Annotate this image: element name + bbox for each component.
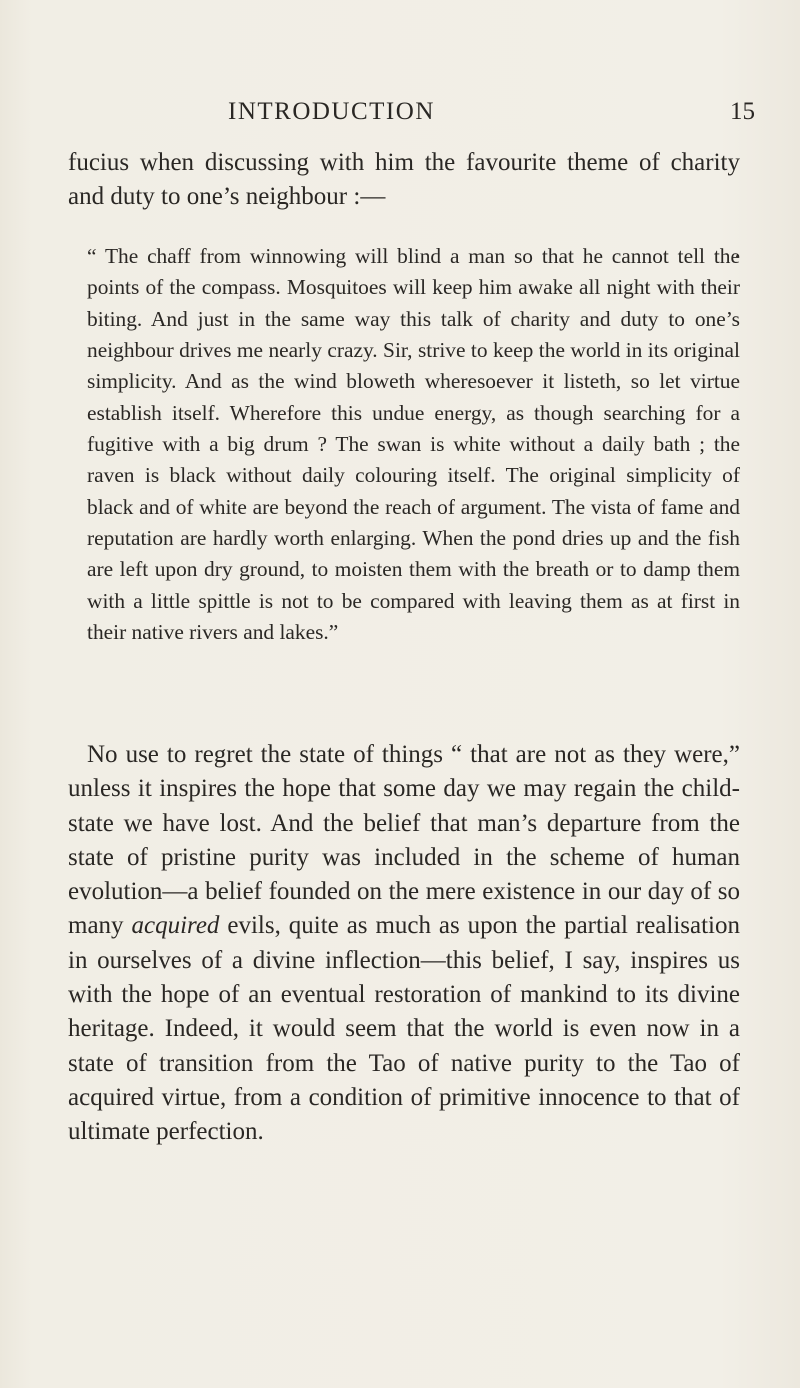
running-head [0,95,800,129]
paragraph-intro: fucius when discussing with him the favourite theme of charity and duty to one’s neighbour :— [68,149,740,211]
paragraph-main-text-1: No use to regret the state of things “ that are not as they were,” unless it inspires the hope that some day we may regain the child-state we have lost. And the belief that man’s departure from the state of pristine purity was included in the scheme of human evolution—a belief founded on the mere existence in our day of so many [68,741,740,940]
block-quote: “ The chaff from winnowing will blind a man so that he cannot tell the points of the compass. Mosquitoes will keep him awake all night with their biting. And just in the same way this talk of charity and duty to one’s neighbour drives me nearly crazy. Sir, strive to keep the world in its original simplicity. And as the wind bloweth wheresoever it listeth, so let virtue establish itself. Wherefore this undue energy, as though searching for a fugitive with a big drum ? The swan is white without a daily bath ; the raven is black without daily colouring itself. The original simplicity of black and of white are beyond the reach of argument. The vista of fame and reputation are hardly worth enlarging. When the pond dries up and the fish are left upon dry ground, to moisten them with the breath or to damp them with a little spittle is not to be compared with leaving them as at first in their native rivers and lakes.” [87,244,740,645]
italic-word: acquired [131,912,220,940]
paragraph-main [68,738,740,1150]
page-number: 15 [730,98,755,125]
paragraph-main-text-2: evils, quite as much as upon the partial realisation in ourselves of a divine inflection—this belief, I say, inspires us with the hope of an eventual restoration of mankind to its divine heritage. Indeed, it would seem that the world is even now in a state of transition from the Tao of native purity to the Tao of acquired virtue, from a condition of primitive innocence to that of ultimate perfection. [68,912,741,1146]
running-title: INTRODUCTION [228,98,435,125]
